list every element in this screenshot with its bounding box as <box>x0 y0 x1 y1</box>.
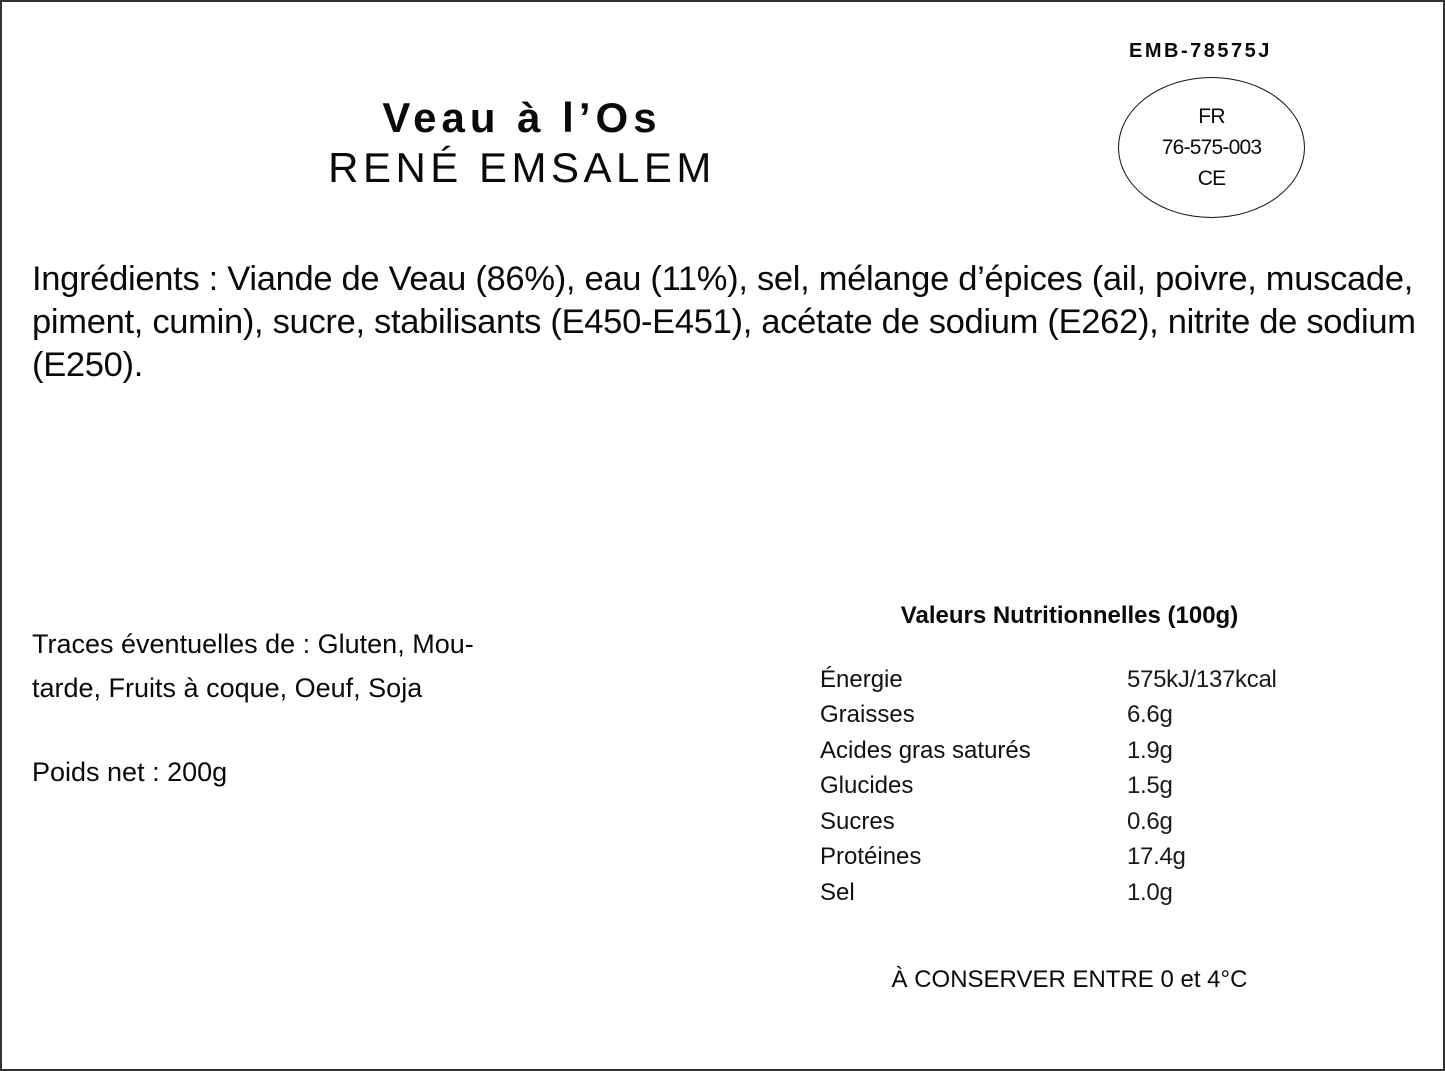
net-weight: Poids net : 200g <box>32 757 228 787</box>
emb-code: EMB-78575J <box>1129 40 1272 62</box>
nutrient-value: 6.6g <box>1127 701 1173 729</box>
nutrition-row <box>820 875 1277 911</box>
nutrient-name: Protéines <box>820 843 922 871</box>
allergen-traces-line: Traces éventuelles de : Gluten, Mou- <box>32 629 474 659</box>
nutrition-table <box>820 662 1277 911</box>
nutrient-value: 1.0g <box>1127 878 1173 906</box>
nutrient-value: 17.4g <box>1127 843 1186 871</box>
health-mark-oval <box>1118 77 1305 218</box>
nutrient-name: Sel <box>820 878 855 906</box>
nutrient-name: Sucres <box>820 807 895 835</box>
nutrient-name: Énergie <box>820 665 903 693</box>
nutrition-row <box>820 733 1277 769</box>
health-mark-suffix: CE <box>1197 167 1226 190</box>
nutrient-value: 1.5g <box>1127 772 1173 800</box>
product-name: Veau à l’Os <box>382 94 662 141</box>
health-mark-country: FR <box>1198 105 1225 128</box>
nutrition-row <box>820 804 1277 840</box>
allergen-traces-line: tarde, Fruits à coque, Oeuf, Soja <box>32 673 423 703</box>
nutrition-row <box>820 662 1277 698</box>
nutrient-name: Acides gras saturés <box>820 736 1031 764</box>
nutrition-row <box>820 840 1277 876</box>
nutrition-row <box>820 769 1277 805</box>
health-mark-approval-number: 76-575-003 <box>1161 136 1262 159</box>
brand-name: RENÉ EMSALEM <box>328 144 716 191</box>
nutrition-title: Valeurs Nutritionnelles (100g) <box>900 602 1239 629</box>
storage-instructions: À CONSERVER ENTRE 0 et 4°C <box>891 966 1248 993</box>
nutrition-row <box>820 698 1277 734</box>
ingredients-text: Ingrédients : Viande de Veau (86%), eau (11%), sel, mélange d’épices (ail, poivre, muscade, piment, cumin), sucre, stabilisants (E450-E451), acétate de sodium (E262), nitrite de sodium (E250). <box>32 260 1416 384</box>
nutrient-name: Glucides <box>820 772 914 800</box>
nutrient-value: 575kJ/137kcal <box>1127 665 1277 693</box>
nutrient-value: 1.9g <box>1127 736 1173 764</box>
nutrient-value: 0.6g <box>1127 807 1173 835</box>
allergen-traces <box>32 622 592 710</box>
nutrient-name: Graisses <box>820 701 915 729</box>
